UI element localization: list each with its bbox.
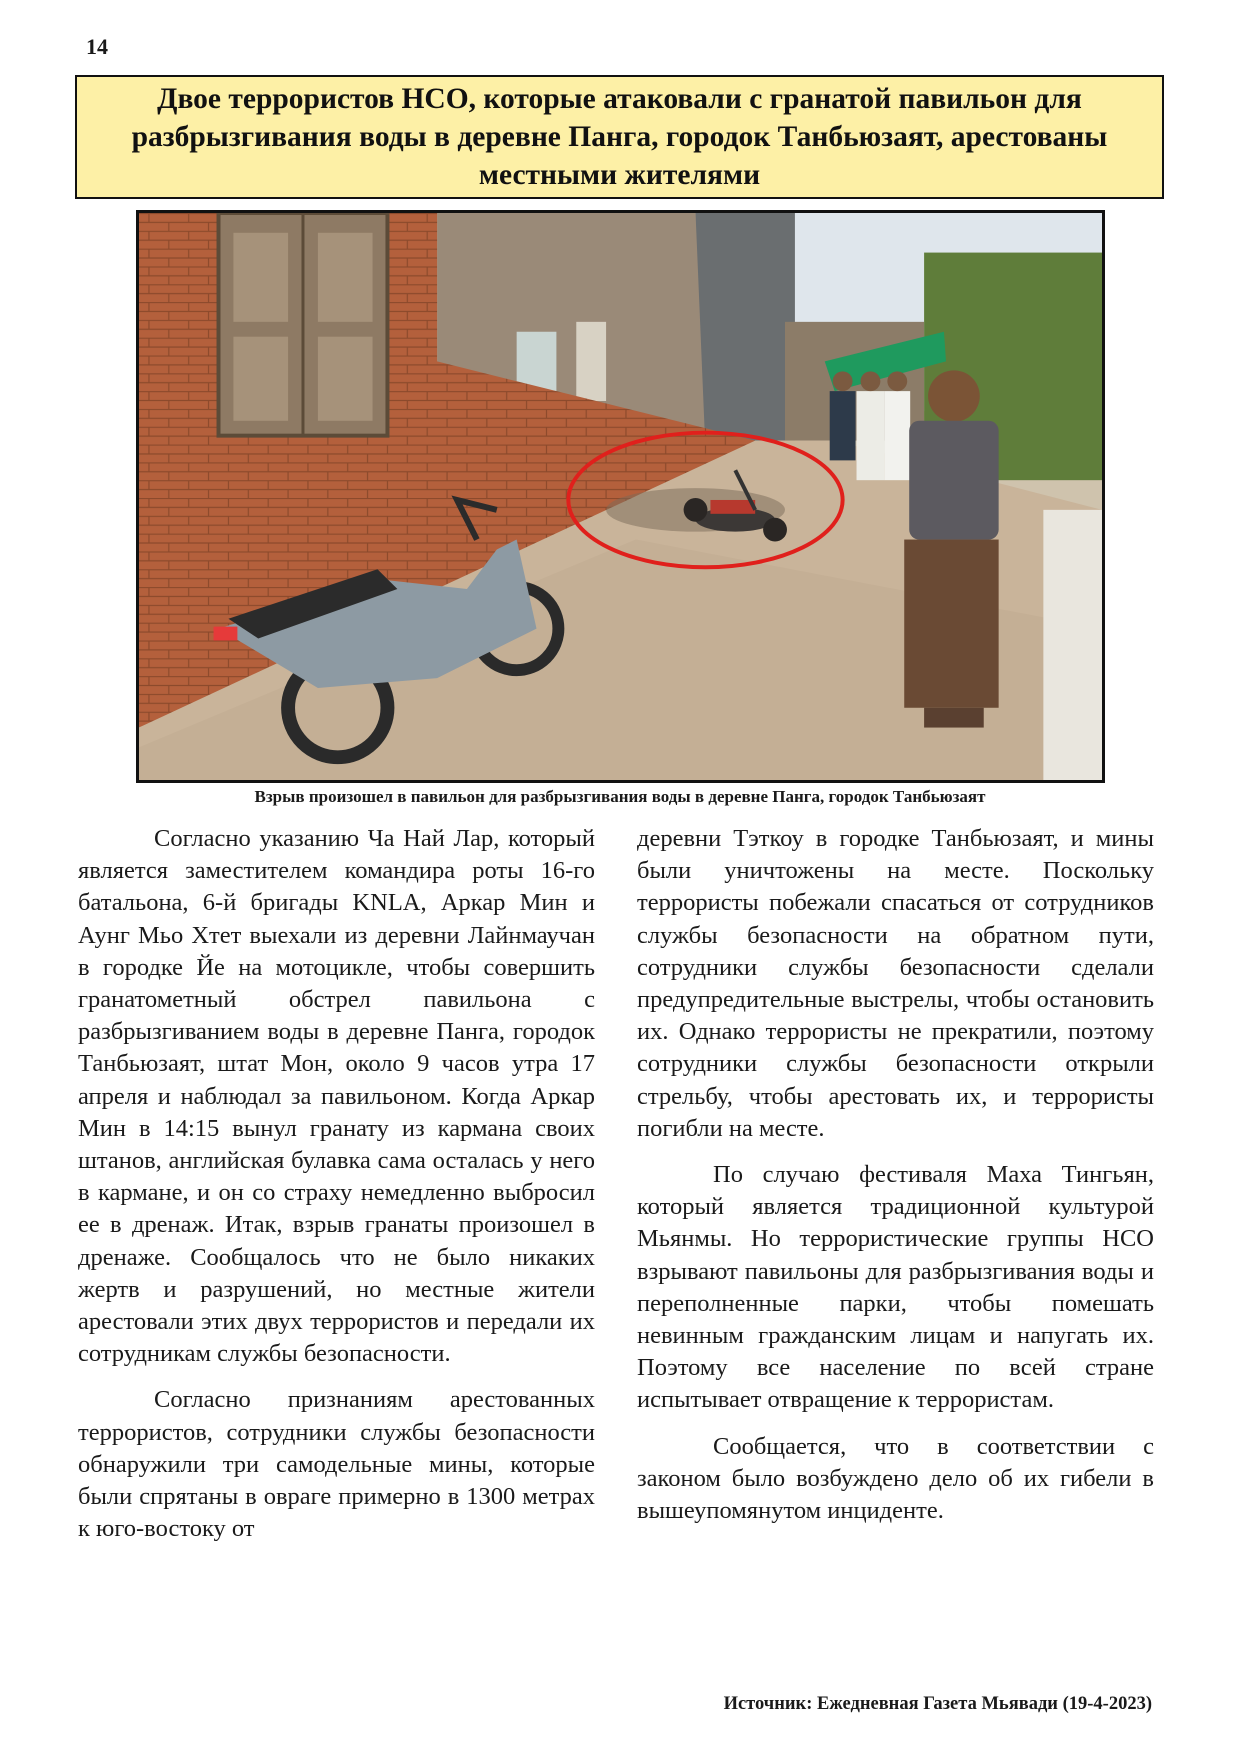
- article-right-column: [637, 823, 1154, 1527]
- paragraph: Согласно признаниям арестованных террористов, сотрудники службы безопасности обнаружили три самодельные мины, которые были спрятаны в овраге примерно в 1300 метрах к юго-востоку от: [78, 1386, 595, 1543]
- man-foreground: [904, 370, 998, 727]
- news-photo: [136, 210, 1105, 783]
- paragraph: По случаю фестиваля Маха Тингьян, который является традиционной культурой Мьянмы. Но террористические группы НСО взрывают павильоны для разбрызгивания воды и переполненные парки, чтобы помешать невинным гражданским лицам и напугать их. Поэтому все население по всей стране испытывает отвращение к террористам.: [637, 1161, 1154, 1414]
- paragraph: Согласно указанию Ча Най Лар, который является заместителем командира роты 16-го батальона, 6-й бригады KNLA, Аркар Мин и Аунг Мьо Хтет выехали из деревни Лайнмаучан в городке Йе на мотоцикле, чтобы совершить гранатометный обстрел павильона с разбрызгиванием воды в деревне Панга, городок Танбьюзаят, штат Мон, около 9 часов утра 17 апреля и наблюдал за павильоном. Когда Аркар Мин в 14:15 вынул гранату из кармана своих штанов, английская булавка сама осталась у него в кармане, и он со страху немедленно выбросил ее в дренаж. Итак, взрыв гранаты произошел в дренаже. Сообщалось что не было никаких жертв и разрушений, но местные жители арестовали этих двух террористов и передали их сотрудникам службы безопасности.: [78, 825, 595, 1368]
- page-number: 14: [86, 34, 108, 59]
- building-right: [696, 213, 795, 441]
- paragraph: Сообщается, что в соответствии с законом было возбуждено дело об их гибели в вышеупомянутом инциденте.: [637, 1432, 1154, 1525]
- source-credit: Источник: Ежедневная Газета Мьявади (19-4-2023): [723, 1694, 1152, 1714]
- photo-caption: Взрыв произошел в павильон для разбрызгивания воды в деревне Панга, городок Танбьюзаят: [254, 787, 986, 806]
- street-scene-illustration: [139, 213, 1102, 780]
- headline: Двое террористов НСО, которые атаковали с гранатой павильон для разбрызгивания воды в деревне Панга, городок Танбьюзаят, арестованы местными жителями: [131, 83, 1108, 191]
- paragraph: деревни Тэткоу в городке Танбьюзаят, и мины были уничтожены на месте. Поскольку террористы побежали спасаться от сотрудников службы безопасности на обратном пути, сотрудники службы безопасности сделали предупредительные выстрелы, чтобы остановить их. Однако террористы не прекратили, поэтому сотрудники службы безопасности открыли стрельбу, чтобы арестовать их, и террористы погибли на месте.: [637, 825, 1154, 1142]
- article-left-column: [78, 823, 595, 1545]
- person-edge: [1043, 510, 1102, 780]
- headline-box: [75, 75, 1164, 199]
